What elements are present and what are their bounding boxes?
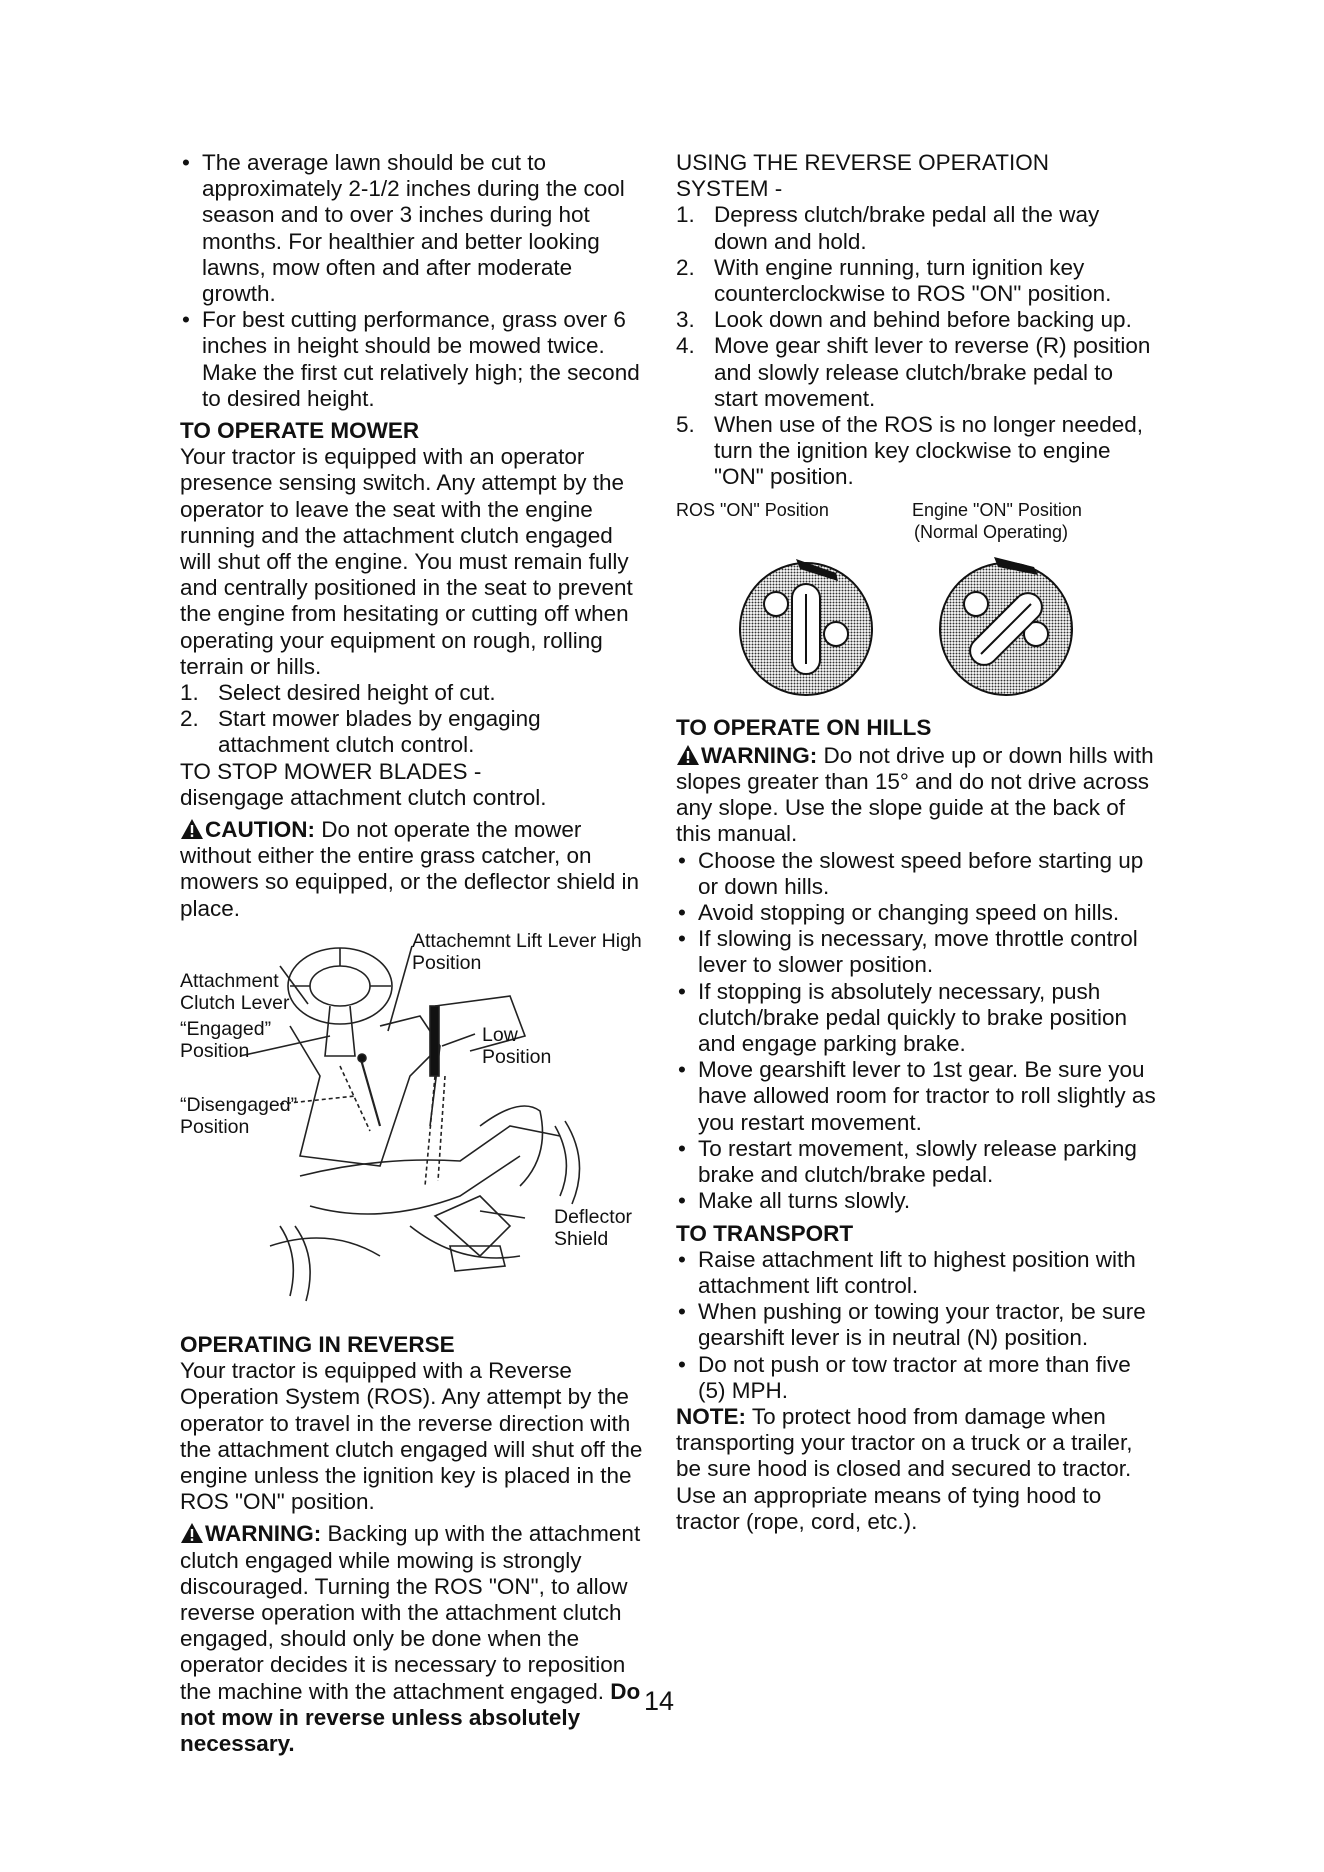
caution-text: Do not operate the mower without either the entire grass catcher, on mowers so equipped, or the deflector shield in place.: [180, 817, 640, 921]
warning-text: Backing up with the attachment clutch engaged while mowing is strongly discouraged. Turning the ROS "ON", to allow reverse operation with the attachment clutch engaged, should only be done when the operator decides it is necessary to reposition the machine with the attachment engaged.: [180, 1521, 641, 1704]
list-item: 3. Look down and behind before backing up.: [676, 307, 1132, 333]
ignition-switch-illustration: [676, 499, 1156, 709]
ros-on-position-label: ROS "ON" Position: [676, 499, 829, 520]
engine-switch-graphic: [940, 557, 1072, 695]
ros-heading-line2: SYSTEM -: [676, 176, 783, 202]
list-item: 4. Move gear shift lever to reverse (R) position and slowly release clutch/brake pedal to start movement.: [676, 333, 1151, 411]
operate-mower-heading: TO OPERATE MOWER: [180, 418, 420, 444]
warning-triangle-icon: [676, 744, 700, 766]
list-item: 2. With engine running, turn ignition key counterclockwise to ROS "ON" position.: [676, 254, 1112, 307]
transport-heading: TO TRANSPORT: [676, 1220, 854, 1246]
right-column: [676, 150, 1156, 1535]
transport-note: [676, 1404, 1156, 1535]
list-item: • The average lawn should be cut to approximately 2-1/2 inches during the cool season and to over 3 inches during hot months. For healthier and better looking lawns, mow often and after moderate growth.: [180, 150, 650, 307]
note-text: To protect hood from damage when transporting your tractor on a truck or a trailer, be sure hood is closed and secured to tractor. Use an appropriate means of tying hood to tractor (rope, cord, etc.).: [676, 1403, 1133, 1534]
ros-heading-line1: USING THE REVERSE OPERATION: [676, 150, 1049, 175]
list-item: • Raise attachment lift to highest position with attachment lift control.: [676, 1247, 1156, 1299]
mower-lever-figure: [180, 926, 650, 1326]
list-item: 1. Select desired height of cut.: [180, 680, 496, 706]
page-number: 14: [644, 1686, 675, 1716]
warning-triangle-icon: [180, 1522, 204, 1544]
list-item: • Make all turns slowly.: [676, 1188, 1156, 1214]
list-item: • Do not push or tow tractor at more than five (5) MPH.: [676, 1352, 1156, 1404]
list-item: • Choose the slowest speed before starting up or down hills.: [676, 848, 1156, 900]
hills-warning-block: [676, 743, 1156, 848]
clutch-lever-label: Attachment Clutch Lever: [180, 969, 290, 1014]
list-item: • If stopping is absolutely necessary, push clutch/brake pedal quickly to brake position and engage parking brake.: [676, 979, 1156, 1058]
list-item: • To restart movement, slowly release parking brake and clutch/brake pedal.: [676, 1136, 1156, 1188]
stop-blades-text: disengage attachment clutch control.: [180, 784, 547, 810]
reverse-warning-block: [180, 1521, 650, 1757]
warning-triangle-icon: [180, 818, 204, 840]
warning-bold-text: Do not mow in reverse unless absolutely necessary.: [180, 1678, 641, 1756]
mowing-tips-list: [180, 150, 650, 412]
list-item: 1. Depress clutch/brake pedal all the way down and hold.: [676, 202, 1100, 254]
list-item: • For best cutting performance, grass over 6 inches in height should be mowed twice. Make the first cut relatively high; the second to desired height.: [180, 307, 650, 412]
left-column: [180, 150, 650, 1757]
warning-label: WARNING:: [205, 1521, 322, 1547]
stop-blades-heading: TO STOP MOWER BLADES -: [180, 758, 482, 784]
warning-label: WARNING:: [701, 742, 818, 768]
list-item: • When pushing or towing your tractor, be sure gearshift lever is in neutral (N) position.: [676, 1299, 1156, 1351]
ros-steps: [676, 202, 1156, 490]
operate-mower-body: Your tractor is equipped with an operator presence sensing switch. Any attempt by the operator to leave the seat with the engine running and the attachment clutch engaged will shut off the engine. You must remain fully and centrally positioned in the seat to prevent the engine from hesitating or cutting off when operating your equipment on rough, rolling terrain or hills.: [180, 444, 633, 679]
operate-on-hills-heading: TO OPERATE ON HILLS: [676, 714, 932, 740]
list-item: 2. Start mower blades by engaging attachment clutch control.: [180, 706, 541, 758]
engaged-position-label: “Engaged” Position: [180, 1017, 272, 1062]
caution-label: CAUTION:: [205, 817, 315, 843]
transport-tips-list: [676, 1247, 1156, 1404]
lift-lever-label: Attachemnt Lift Lever High Position: [412, 929, 642, 974]
warning-text: Do not drive up or down hills with slopes greater than 15° and do not drive across any slope. Use the slope guide at the back of this manual.: [676, 742, 1154, 847]
disengaged-position-label: “Disengaged” Position: [180, 1093, 298, 1138]
caution-block: [180, 817, 650, 922]
operate-mower-steps: [180, 680, 650, 759]
low-position-label: Low Position: [482, 1023, 552, 1068]
list-item: 5. When use of the ROS is no longer needed, turn the ignition key clockwise to engine "ON" position.: [676, 412, 1144, 490]
list-item: • Move gearshift lever to 1st gear. Be sure you have allowed room for tractor to roll slightly as you restart movement.: [676, 1057, 1156, 1136]
list-item: • If slowing is necessary, move throttle control lever to slower position.: [676, 926, 1156, 978]
ignition-key-figure: [676, 499, 1156, 709]
engine-on-position-label: Engine "ON" Position (Normal Operating): [912, 499, 1082, 542]
list-item: • Avoid stopping or changing speed on hills.: [676, 900, 1156, 926]
ros-switch-graphic: [740, 559, 872, 695]
operating-in-reverse-heading: OPERATING IN REVERSE: [180, 1331, 455, 1357]
deflector-shield-label: Deflector Shield: [554, 1205, 633, 1250]
hills-tips-list: [676, 848, 1156, 1215]
note-label: NOTE:: [676, 1403, 746, 1429]
reverse-body: Your tractor is equipped with a Reverse Operation System (ROS). Any attempt by the operator to travel in the reverse direction with the attachment clutch engaged will shut off the engine unless the ignition key is placed in the ROS "ON" position.: [180, 1358, 643, 1515]
